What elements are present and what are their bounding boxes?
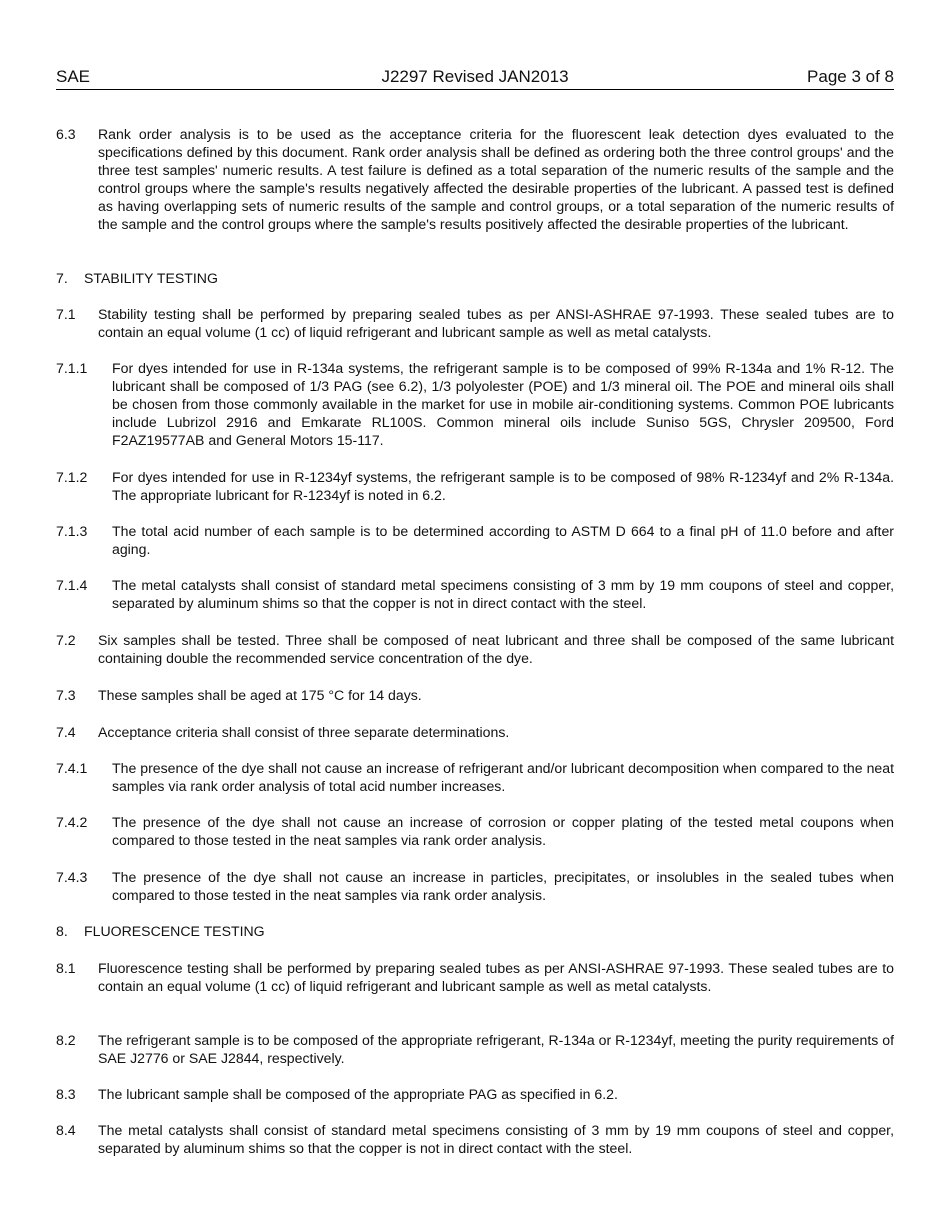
section-7-1-3	[56, 522, 894, 558]
section-number: 7.4	[56, 724, 76, 740]
section-text: The presence of the dye shall not cause an increase of refrigerant and/or lubricant decomposition when compared to the neat samples via rank order analysis of total acid number increases.	[112, 760, 894, 794]
section-text: For dyes intended for use in R-134a systems, the refrigerant sample is to be composed of 99% R-134a and 1% R-12. The lubricant shall be composed of 1/3 PAG (see 6.2), 1/3 polyolester (POE) and 1/3 mineral oil. The POE and mineral oils shall be chosen from those commonly available in the market for use in mobile air-conditioning systems. Common POE lubricants include Lubrizol 2916 and Emkarate RL100S. Common mineral oils include Suniso 5GS, Chrysler 209500, Ford F2AZ19577AB and General Motors 15-117.	[112, 360, 894, 448]
section-text: Fluorescence testing shall be performed by preparing sealed tubes as per ANSI-ASHRAE 97-1993. These sealed tubes are to contain an equal volume (1 cc) of liquid refrigerant and lubricant sample as well as metal catalysts.	[98, 960, 894, 994]
section-text: For dyes intended for use in R-1234yf systems, the refrigerant sample is to be composed of 98% R-1234yf and 2% R-134a. The appropriate lubricant for R-1234yf is noted in 6.2.	[112, 469, 894, 503]
section-7-1-2	[56, 468, 894, 504]
section-number: 7.1.4	[56, 577, 88, 593]
section-7-4-1	[56, 759, 894, 795]
section-7-2	[56, 631, 894, 667]
heading-8	[56, 922, 894, 940]
header-document-id: J2297 Revised JAN2013	[381, 67, 569, 86]
header-org: SAE	[56, 67, 91, 86]
section-7-4	[56, 723, 894, 741]
heading-number: 8.	[56, 923, 68, 939]
heading-number: 7.	[56, 270, 68, 286]
section-8-4	[56, 1121, 894, 1157]
header-page-number: Page 3 of 8	[807, 67, 894, 86]
section-8-3	[56, 1085, 894, 1103]
section-7-1-1	[56, 359, 894, 449]
section-7-1	[56, 305, 894, 341]
section-text: Rank order analysis is to be used as the acceptance criteria for the fluorescent leak detection dyes evaluated to the specifications defined by this document. Rank order analysis shall be defined as ordering both the three control groups' and the three test samples' numeric results. A test failure is defined as a total separation of the numeric results of the sample and the control groups where the sample's results negatively affected the desirable properties of the lubricant. A passed test is defined as having overlapping sets of numeric results of the sample and control groups, or a total separation of the numeric results of the sample and the control groups where the sample's results positively affected the desirable properties of the lubricant.	[98, 126, 894, 232]
section-7-3	[56, 686, 894, 704]
section-number: 7.1.1	[56, 360, 88, 376]
section-text: The total acid number of each sample is to be determined according to ASTM D 664 to a final pH of 11.0 before and after aging.	[112, 523, 894, 557]
section-7-4-3	[56, 868, 894, 904]
section-8-1	[56, 959, 894, 995]
section-7-4-2	[56, 813, 894, 849]
section-7-1-4	[56, 576, 894, 612]
section-number: 7.4.1	[56, 760, 88, 776]
section-text: The presence of the dye shall not cause an increase of corrosion or copper plating of the tested metal coupons when compared to those tested in the neat samples via rank order analysis.	[112, 814, 894, 848]
section-text: Stability testing shall be performed by preparing sealed tubes as per ANSI-ASHRAE 97-1993. These sealed tubes are to contain an equal volume (1 cc) of liquid refrigerant and lubricant sample as well as metal catalysts.	[98, 306, 894, 340]
section-number: 6.3	[56, 126, 76, 142]
section-text: The metal catalysts shall consist of standard metal specimens consisting of 3 mm by 19 mm coupons of steel and copper, separated by aluminum shims so that the copper is not in direct contact with the steel.	[112, 577, 894, 611]
section-number: 7.3	[56, 687, 76, 703]
section-text: Six samples shall be tested. Three shall be composed of neat lubricant and three shall be composed of the same lubricant containing double the recommended service concentration of the dye.	[98, 632, 894, 666]
section-number: 8.1	[56, 960, 76, 976]
section-8-2	[56, 1031, 894, 1067]
page-header	[56, 67, 894, 90]
heading-title: FLUORESCENCE TESTING	[84, 923, 265, 939]
heading-title: STABILITY TESTING	[84, 270, 218, 286]
section-number: 8.2	[56, 1032, 76, 1048]
section-number: 7.4.3	[56, 869, 88, 885]
section-number: 7.1	[56, 306, 76, 322]
section-text: The metal catalysts shall consist of standard metal specimens consisting of 3 mm by 19 mm coupons of steel and copper, separated by aluminum shims so that the copper is not in direct contact with the steel.	[98, 1122, 894, 1156]
heading-7	[56, 269, 894, 287]
section-number: 7.2	[56, 632, 76, 648]
section-number: 8.3	[56, 1086, 76, 1102]
section-number: 7.1.3	[56, 523, 88, 539]
section-text: Acceptance criteria shall consist of three separate determinations.	[98, 724, 510, 740]
section-text: The presence of the dye shall not cause an increase in particles, precipitates, or insolubles in the sealed tubes when compared to those tested in the neat samples via rank order analysis.	[112, 869, 894, 903]
section-text: The lubricant sample shall be composed of the appropriate PAG as specified in 6.2.	[98, 1086, 618, 1102]
section-number: 7.4.2	[56, 814, 88, 830]
section-number: 7.1.2	[56, 469, 88, 485]
section-6-3	[56, 125, 894, 233]
section-number: 8.4	[56, 1122, 76, 1138]
section-text: The refrigerant sample is to be composed of the appropriate refrigerant, R-134a or R-1234yf, meeting the purity requirements of SAE J2776 or SAE J2844, respectively.	[98, 1032, 894, 1066]
section-text: These samples shall be aged at 175 °C for 14 days.	[98, 687, 422, 703]
